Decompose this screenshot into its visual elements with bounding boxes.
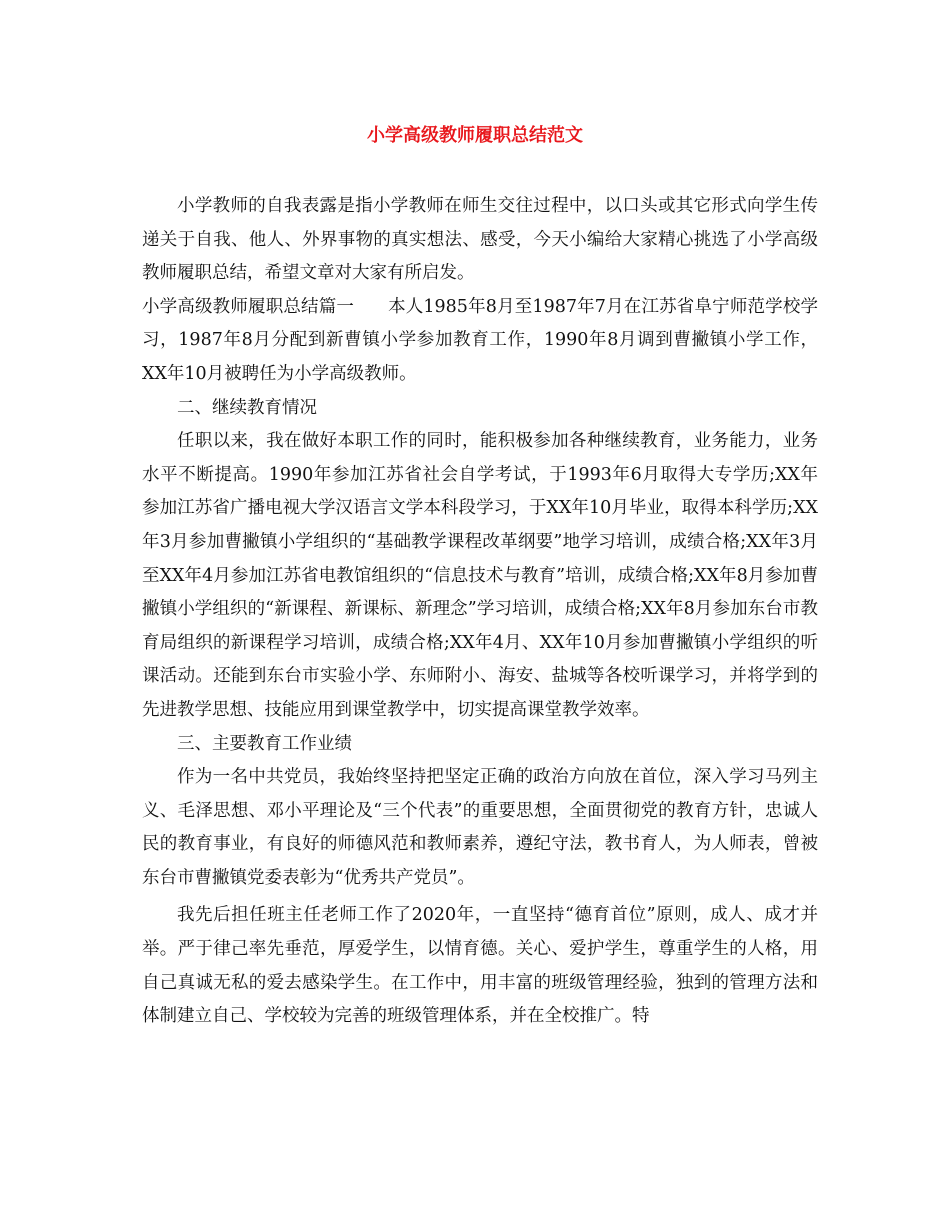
last-paragraph: 我先后担任班主任老师工作了2020年，一直坚持“德育首位”原则，成人、成才并举。严于律己率先垂范，厚爱学生，以情育德。关心、爱护学生，尊重学生的人格，用自己真诚无私的爱去感染学生。在工作中，用丰富的班级管理经验，独到的管理方法和体制建立自己、学校较为完善的班级管理体系，并在全校推广。特: [142, 905, 818, 1027]
document-body: [142, 190, 818, 1034]
document-title: 小学高级教师履职总结范文: [367, 125, 583, 146]
section2-heading: 二、继续教育情况: [177, 397, 317, 418]
section3-heading: 三、主要教育工作业绩: [177, 733, 352, 754]
part1-text: 本人1985年8月至1987年7月在江苏省阜宁师范学校学习，1987年8月分配到新曹镇小学参加教育工作，1990年8月调到曹撇镇小学工作，XX年10月被聘任为小学高级教师。: [142, 296, 819, 384]
part1-heading: 小学高级教师履职总结篇一: [142, 296, 355, 317]
intro-paragraph: 小学教师的自我表露是指小学教师在师生交往过程中，以口头或其它形式向学生传递关于自我、他人、外界事物的真实想法、感受，今天小编给大家精心挑选了小学高级教师履职总结，希望文章对大家有所启发。: [142, 196, 818, 284]
section3-paragraph: 作为一名中共党员，我始终坚持把坚定正确的政治方向放在首位，深入学习马列主义、毛泽思想、邓小平理论及“三个代表”的重要思想，全面贯彻党的教育方针，忠诚人民的教育事业，有良好的师德风范和教师素养，遵纪守法，教书育人，为人师表，曾被东台市曹撇镇党委表彰为“优秀共产党员”。: [142, 767, 818, 888]
section2-paragraph: 任职以来，我在做好本职工作的同时，能积极参加各种继续教育，业务能力，业务水平不断提高。1990年参加江苏省社会自学考试，于1993年6月取得大专学历;XX年 参加江苏省广播电视大学汉语言文学本科段学习，于XX年10月毕业，取得本科学历;XX年3月参加曹撇镇小学组织的“基础教学课程改革纲要”地学习培训，成绩合格;XX年3月至XX年4月参加江苏省电教馆组织的“信息技术与教育”培训，成绩合格;XX年8月参加曹撇镇小学组织的“新课程、新课标、新理念”学习培训，成绩合格;XX年8月参加东台市教育局组织的新课程学习培训，成绩合格;XX年4月、XX年10月参加曹撇镇小学组织的听课活动。还能到东台市实验小学、东师附小、海安、盐城等各校听课学习，并将学到的先进教学思想、技能应用到课堂教学中，切实提高课堂教学效率。: [142, 431, 818, 720]
part1-paragraph: [142, 291, 818, 392]
